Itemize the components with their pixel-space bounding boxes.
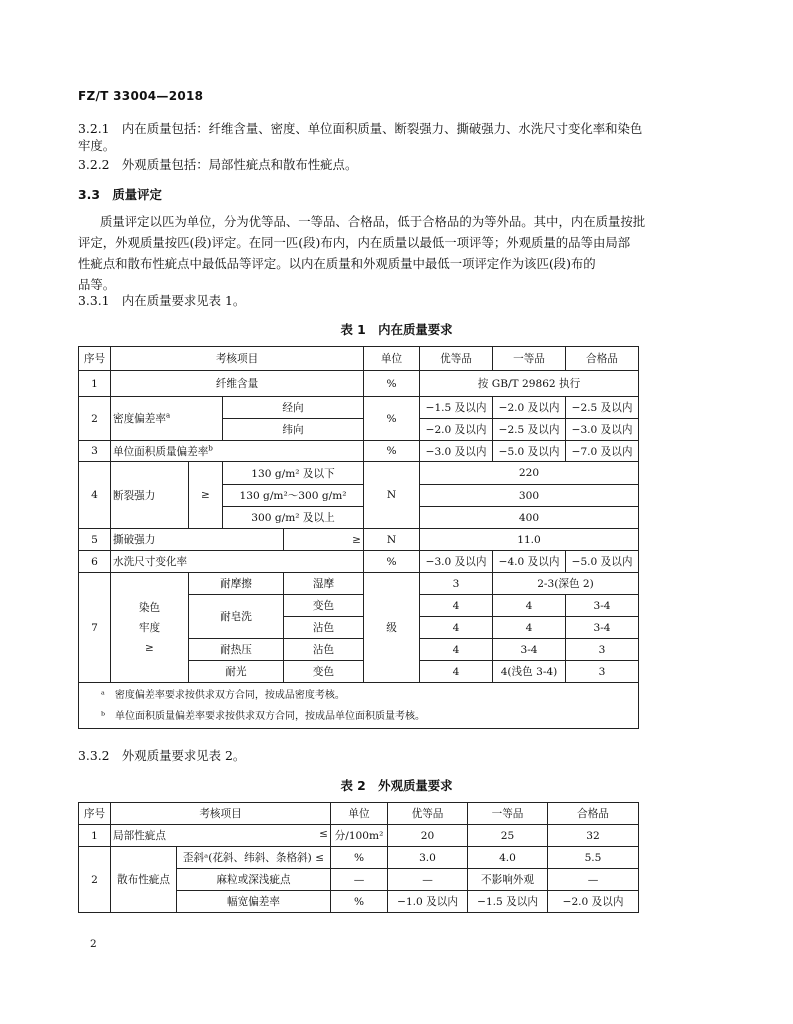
cell-value: 20 [388, 825, 468, 847]
table-row [79, 529, 639, 551]
table-row [79, 847, 639, 869]
row-item: 散布性疵点 [111, 847, 177, 913]
table1-caption: 表 1 内在质量要求 [340, 322, 453, 337]
cell-value: 3.0 [388, 847, 468, 869]
cell-value: 400 [420, 507, 639, 529]
footnote-cell [79, 683, 639, 729]
cell-value: 4.0 [468, 847, 548, 869]
row-item [111, 573, 189, 683]
footnote-b: ᵇ 单位面积质量偏差率要求按供求双方合同，按成品单位面积质量考核。 [101, 710, 425, 722]
table-row [79, 803, 639, 825]
col-item-header: 考核项目 [111, 803, 331, 825]
row-unit: % [331, 847, 388, 869]
cell-value: 4 [493, 595, 566, 617]
standard-number: FZ/T 33004—2018 [78, 89, 204, 103]
row-item [111, 397, 223, 441]
table-row [79, 397, 639, 419]
footnote-mark: a [165, 411, 171, 420]
row-no: 1 [79, 371, 111, 397]
cell-value: −2.0 及以内 [548, 891, 639, 913]
cell-value: 4 [420, 595, 493, 617]
row-no: 1 [79, 825, 111, 847]
cell-value: 3-4 [566, 595, 639, 617]
col-grade1-header: 优等品 [388, 803, 468, 825]
row-subitem: 纬向 [223, 419, 364, 441]
item-label: 单位面积质量偏差率 [113, 445, 209, 458]
row-unit: % [364, 551, 420, 573]
cell-value: −2.5 及以内 [493, 419, 566, 441]
row-subitem: 麻粒或深浅疵点 [177, 869, 331, 891]
cell-value: 300 [420, 485, 639, 507]
row-subitem: 耐光 [189, 661, 284, 683]
col-grade3-header: 合格品 [566, 347, 639, 371]
footnote-a: ᵃ 密度偏差率要求按供求双方合同，按成品密度考核。 [101, 689, 345, 701]
row-value: 按 GB/T 29862 执行 [420, 371, 639, 397]
item-label: 密度偏差率 [113, 413, 166, 425]
table-row [79, 825, 639, 847]
row-subitem: 300 g/m² 及以上 [223, 507, 364, 529]
cell-value: 3-4 [493, 639, 566, 661]
item-label: 歪斜ᵃ(花斜、纬斜、条格斜) [182, 852, 312, 864]
body-line-4: 品等。 [78, 277, 116, 292]
col-no-header: 序号 [79, 803, 111, 825]
cell-value: 11.0 [420, 529, 639, 551]
clause-3-3-2: 3.3.2 外观质量要求见表 2。 [78, 748, 246, 763]
col-no-header: 序号 [79, 347, 111, 371]
body-line-2: 评定，外观质量按匹(段)评定。在同一匹(段)布内，内在质量以最低一项评等；外观质量的品等由局部 [78, 235, 631, 250]
cell-value: −3.0 及以内 [420, 441, 493, 462]
cell-value: −2.5 及以内 [566, 397, 639, 419]
col-grade3-header: 合格品 [548, 803, 639, 825]
cell-value: 5.5 [548, 847, 639, 869]
section-3-3-title: 3.3 质量评定 [78, 187, 162, 202]
cell-value: 3 [420, 573, 493, 595]
row-no: 5 [79, 529, 111, 551]
row-no: 2 [79, 397, 111, 441]
row-no: 2 [79, 847, 111, 913]
cell-value: 3-4 [566, 617, 639, 639]
item-label: 局部性疵点 [113, 830, 166, 842]
cell-value: −1.0 及以内 [388, 891, 468, 913]
row-unit: % [364, 371, 420, 397]
cell-value: 4 [420, 661, 493, 683]
row-no: 7 [79, 573, 111, 683]
cell-value: −1.5 及以内 [468, 891, 548, 913]
row-item: 纤维含量 [111, 371, 364, 397]
row-unit: % [331, 891, 388, 913]
row-subitem: 经向 [223, 397, 364, 419]
cell-value: 3 [566, 661, 639, 683]
symbol-ge: ≥ [145, 641, 154, 654]
row-subsubitem: 变色 [284, 661, 364, 683]
col-unit-header: 单位 [331, 803, 388, 825]
cell-value: 220 [420, 462, 639, 485]
cell-value: — [388, 869, 468, 891]
row-subsubitem: 变色 [284, 595, 364, 617]
cell-value: 4 [493, 617, 566, 639]
row-no: 6 [79, 551, 111, 573]
symbol-ge: ≥ [284, 529, 364, 551]
row-unit: % [364, 441, 420, 462]
row-subitem: 幅宽偏差率 [177, 891, 331, 913]
clause-3-2-2: 3.2.2 外观质量包括：局部性疵点和散布性疵点。 [78, 157, 358, 172]
cell-value: −7.0 及以内 [566, 441, 639, 462]
page-number: 2 [90, 938, 97, 950]
row-unit: 分/100m² [331, 825, 388, 847]
cell-value: −5.0 及以内 [566, 551, 639, 573]
row-subitem [177, 847, 331, 869]
cell-value: 4 [420, 617, 493, 639]
row-item [111, 441, 364, 462]
row-unit: — [331, 869, 388, 891]
symbol-ge: ≥ [189, 462, 223, 529]
symbol-le: ≤ [315, 852, 325, 864]
table-row [79, 462, 639, 485]
body-line-1: 质量评定以匹为单位，分为优等品、一等品、合格品，低于合格品的为等外品。其中，内在质量按批 [100, 214, 646, 229]
table1-grid [78, 346, 638, 730]
row-item [111, 825, 331, 847]
row-subitem: 130 g/m²～300 g/m² [223, 485, 364, 507]
row-unit: N [364, 529, 420, 551]
cell-value: −4.0 及以内 [493, 551, 566, 573]
cell-value: −2.0 及以内 [420, 419, 493, 441]
row-subitem: 耐热压 [189, 639, 284, 661]
table2-grid [78, 802, 638, 917]
row-no: 4 [79, 462, 111, 529]
col-item-header: 考核项目 [111, 347, 364, 371]
body-line-3: 性疵点和散布性疵点中最低品等评定。以内在质量和外观质量中最低一项评定作为该匹(段)布的 [78, 256, 596, 271]
table-row [79, 371, 639, 397]
col-grade2-header: 一等品 [493, 347, 566, 371]
col-grade2-header: 一等品 [468, 803, 548, 825]
col-unit-header: 单位 [364, 347, 420, 371]
cell-value: −3.0 及以内 [420, 551, 493, 573]
table-row [79, 551, 639, 573]
row-item: 撕破强力 [111, 529, 284, 551]
cell-value: 不影响外观 [468, 869, 548, 891]
cell-value: −3.0 及以内 [566, 419, 639, 441]
row-unit: N [364, 462, 420, 529]
row-item: 水洗尺寸变化率 [111, 551, 364, 573]
table-footnotes [79, 683, 639, 729]
cell-value: — [548, 869, 639, 891]
row-subitem: 耐皂洗 [189, 595, 284, 639]
cell-value: −1.5 及以内 [420, 397, 493, 419]
table-row [79, 441, 639, 462]
row-subsubitem: 沾色 [284, 617, 364, 639]
cell-value: 4(浅色 3-4) [493, 661, 566, 683]
clause-3-2-1: 3.2.1 内在质量包括：纤维含量、密度、单位面积质量、断裂强力、撕破强力、水洗尺寸变化率和染色 [78, 121, 643, 136]
row-unit: % [364, 397, 420, 441]
row-subitem: 耐摩擦 [189, 573, 284, 595]
cell-value: 3 [566, 639, 639, 661]
clause-3-2-1-cont: 牢度。 [78, 138, 116, 153]
symbol-le: ≤ [319, 828, 328, 840]
item-label: 染色 [138, 601, 161, 614]
cell-value: 4 [420, 639, 493, 661]
table-row [79, 573, 639, 595]
row-unit: 级 [364, 573, 420, 683]
table-row [79, 347, 639, 371]
col-grade1-header: 优等品 [420, 347, 493, 371]
row-item: 断裂强力 [111, 462, 189, 529]
cell-value: 32 [548, 825, 639, 847]
row-subsubitem: 沾色 [284, 639, 364, 661]
cell-value: 25 [468, 825, 548, 847]
cell-value: 2-3(深色 2) [493, 573, 639, 595]
row-subsubitem: 湿摩 [284, 573, 364, 595]
cell-value: −5.0 及以内 [493, 441, 566, 462]
row-subitem: 130 g/m² 及以下 [223, 462, 364, 485]
row-no: 3 [79, 441, 111, 462]
item-label: 牢度 [138, 621, 161, 634]
cell-value: −2.0 及以内 [493, 397, 566, 419]
footnote-mark: b [208, 443, 213, 452]
table2-caption: 表 2 外观质量要求 [340, 778, 453, 793]
clause-3-3-1: 3.3.1 内在质量要求见表 1。 [78, 293, 246, 308]
